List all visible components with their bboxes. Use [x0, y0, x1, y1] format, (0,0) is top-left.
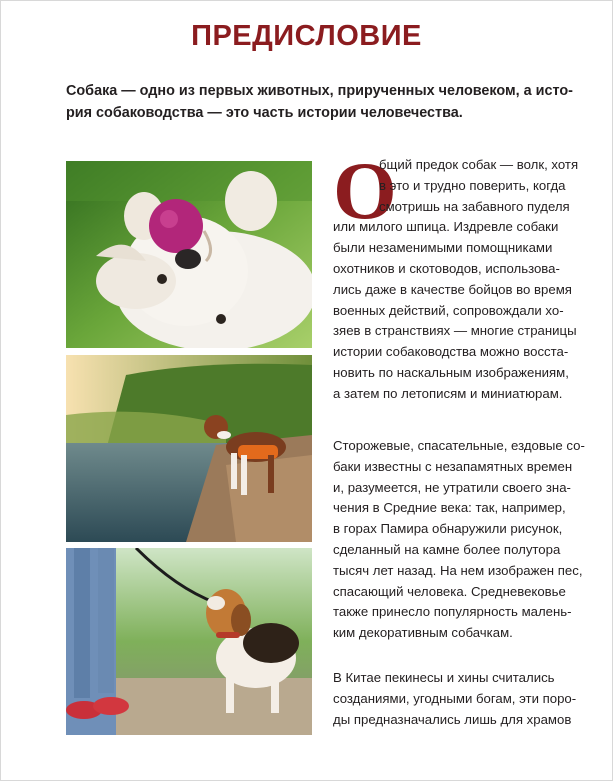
- paragraph-3: [333, 668, 581, 730]
- text-line: зяев в странствиях — многие страницы: [333, 323, 577, 339]
- text-line: спасающий человека. Средневековье: [333, 583, 566, 599]
- text-line: и, разумеется, не утратили своего зна-: [333, 479, 571, 495]
- text-line: охотников и скотоводов, использова-: [333, 260, 560, 276]
- text-line: новить по наскальным изображениям,: [333, 364, 569, 380]
- text-line: ким декоративным собачкам.: [333, 625, 513, 641]
- page-title: ПРЕДИСЛОВИЕ: [191, 20, 422, 52]
- text-line: смотришь на забавного пуделя: [379, 198, 570, 214]
- text-line: чения в Средние века: так, например,: [333, 500, 566, 516]
- text-line: тысяч лет назад. На нем изображен пес,: [333, 562, 583, 578]
- photo-dog-at-lake: [66, 355, 312, 542]
- text-line: истории собаководства можно восста-: [333, 344, 569, 360]
- text-line: или милого шпица. Издревле собаки: [333, 219, 559, 235]
- text-line: а затем по летописям и миниатюрам.: [333, 385, 563, 401]
- text-line: были незаменимыми помощниками: [333, 240, 553, 256]
- paragraph-2: [333, 436, 585, 644]
- text-line: сделанный на камне более полутора: [333, 541, 561, 557]
- drop-cap: О: [333, 145, 397, 236]
- text-line: лись даже в качестве бойцов во время: [333, 281, 572, 297]
- lead-paragraph: [66, 80, 586, 124]
- text-line: бщий предок собак — волк, хотя: [379, 157, 579, 172]
- text-line: в горах Памира обнаружили рисунок,: [333, 521, 563, 537]
- text-line: созданиями, угодными богам, эти поро-: [333, 690, 577, 706]
- photo-dog-with-ball: [66, 161, 312, 348]
- photo-beagle-on-leash: [66, 548, 312, 735]
- text-line: также принесло популярность малень-: [333, 604, 572, 620]
- lead-line: Собака — одно из первых животных, прирученных человеком, а исто-: [66, 83, 573, 99]
- text-line: военных действий, сопровождали хо-: [333, 302, 564, 318]
- text-line: баки известны с незапамятных времен: [333, 458, 573, 474]
- paragraph-1: [333, 155, 581, 405]
- text-line: Сторожевые, спасательные, ездовые со-: [333, 438, 585, 453]
- text-line: В Китае пекинесы и хины считались: [333, 670, 555, 685]
- text-line: ды предназначались лишь для храмов: [333, 711, 572, 727]
- lead-line: рия собаководства — это часть истории человечества.: [66, 105, 463, 121]
- text-line: в это и трудно поверить, когда: [379, 177, 566, 193]
